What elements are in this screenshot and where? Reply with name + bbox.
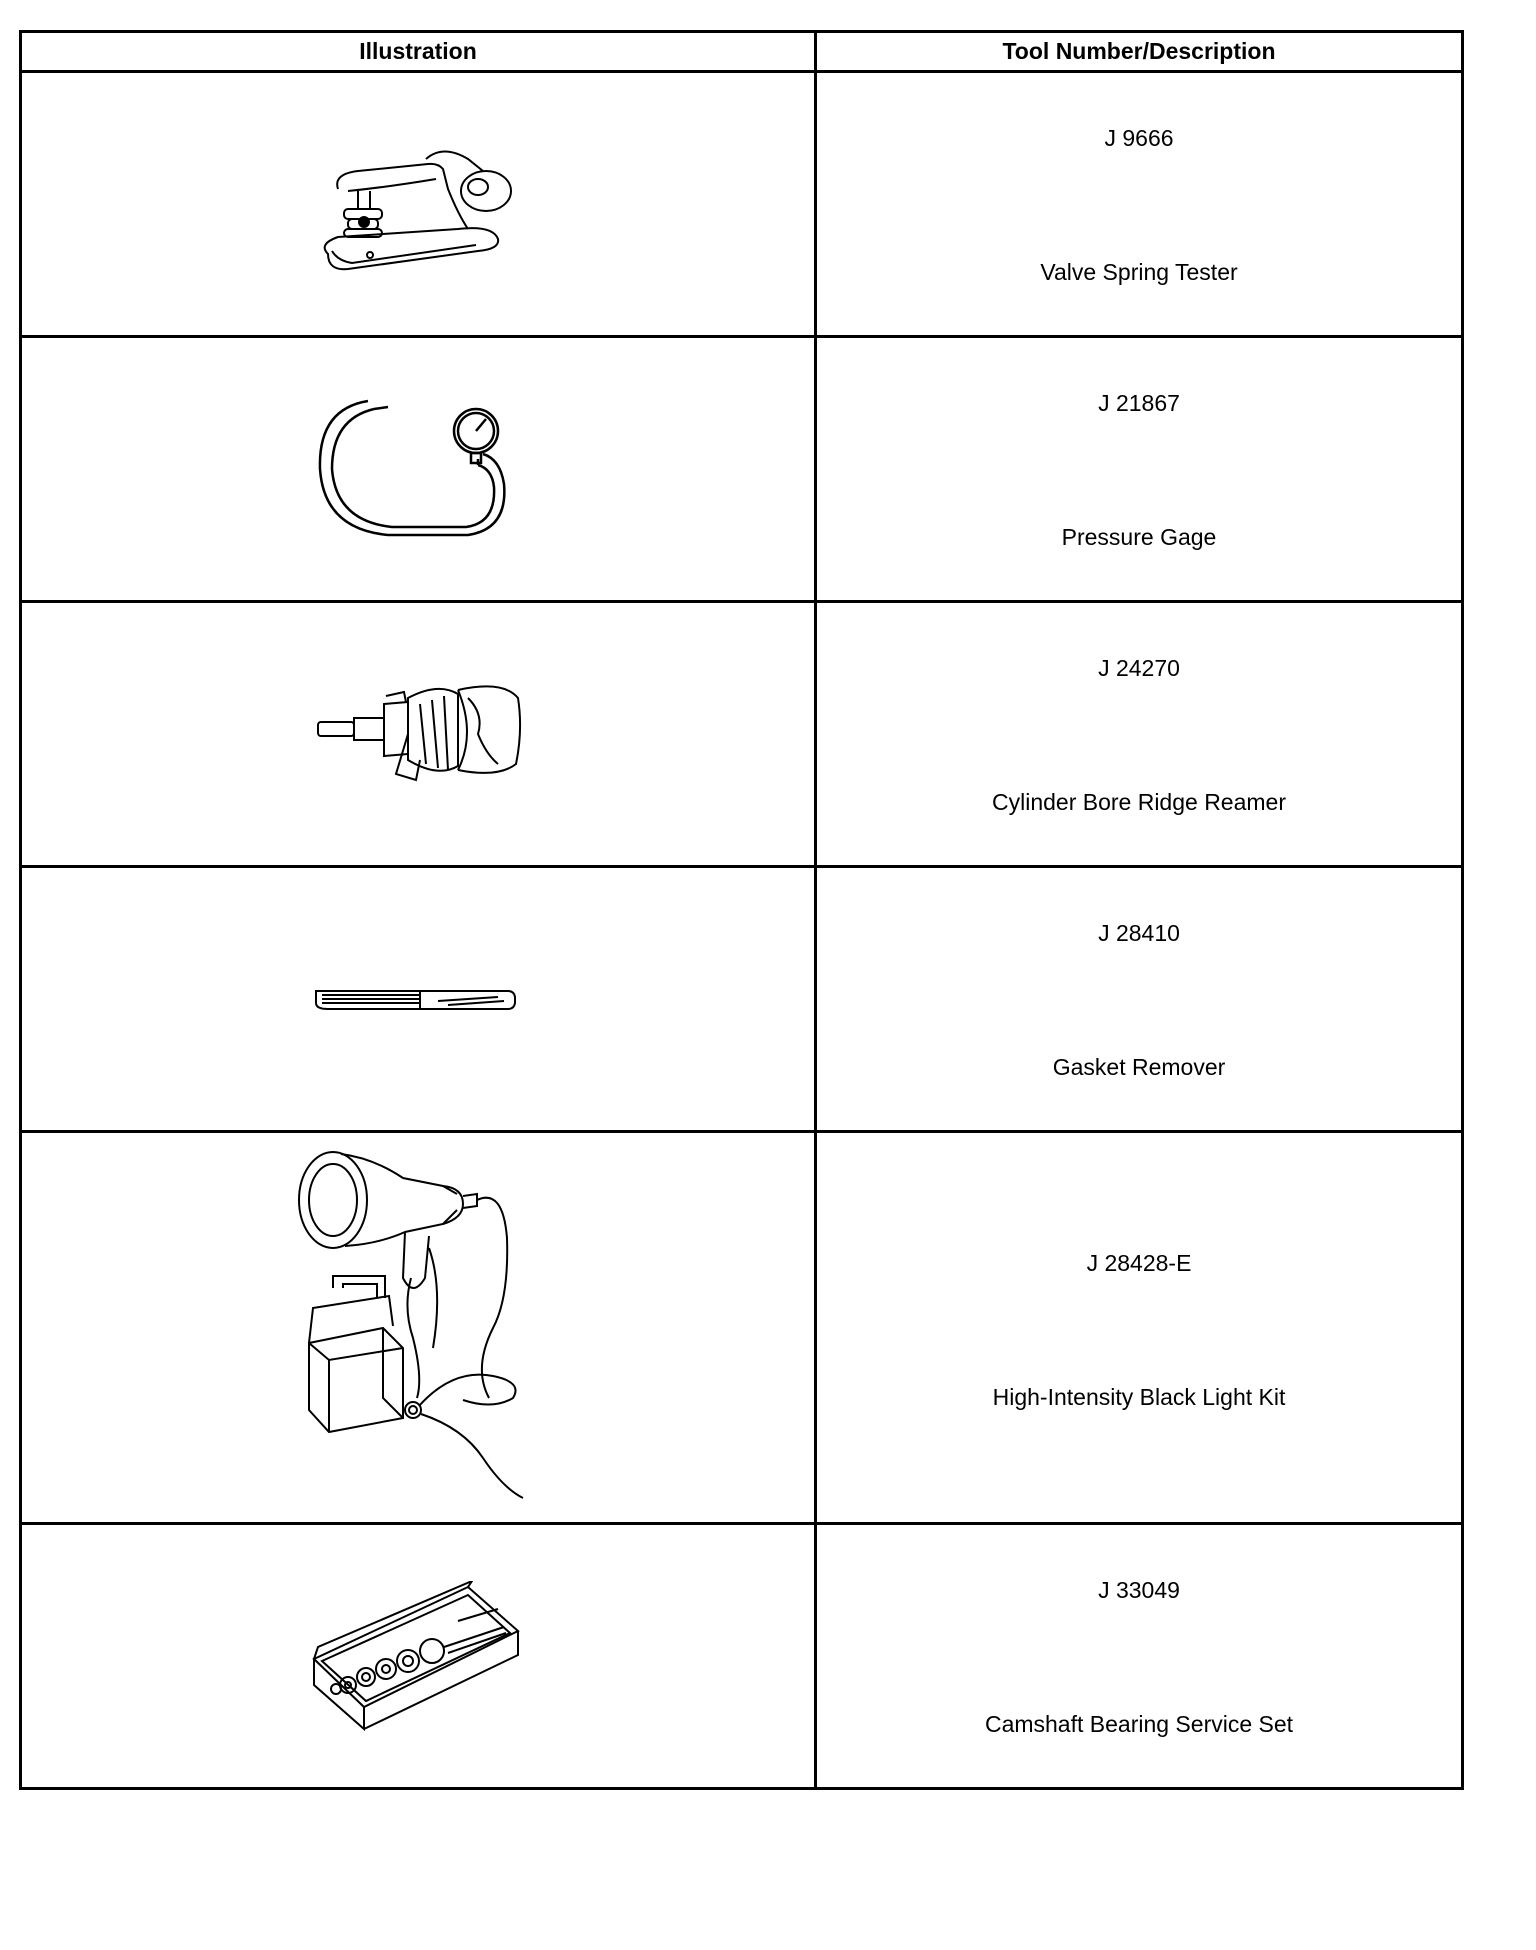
table-row: [21, 72, 1463, 337]
camshaft-bearing-set-icon: [308, 1581, 528, 1731]
ridge-reamer-icon: [308, 674, 528, 794]
tool-description-header: Tool Number/Description: [816, 32, 1463, 72]
tool-number: J 24270: [1098, 655, 1180, 681]
black-light-kit-icon: [293, 1148, 543, 1508]
tool-description: High-Intensity Black Light Kit: [992, 1384, 1286, 1410]
illustration-header: Illustration: [21, 32, 816, 72]
valve-spring-tester-icon: [308, 129, 528, 279]
illustration-cell: [21, 337, 816, 602]
table-row: [21, 1132, 1463, 1524]
pressure-gage-icon: [308, 389, 528, 549]
table-row: [21, 867, 1463, 1132]
special-tools-table: [19, 30, 1464, 1790]
tool-number: J 9666: [1104, 125, 1174, 151]
tool-number: J 21867: [1098, 390, 1180, 416]
tool-description: Pressure Gage: [1061, 524, 1217, 550]
tool-number: J 33049: [1098, 1577, 1180, 1603]
description-cell: [816, 1524, 1463, 1789]
tool-number: J 28428-E: [1086, 1250, 1192, 1276]
table-row: [21, 602, 1463, 867]
illustration-cell: [21, 867, 816, 1132]
illustration-cell: [21, 602, 816, 867]
description-cell: [816, 337, 1463, 602]
tool-description: Camshaft Bearing Service Set: [984, 1711, 1294, 1737]
illustration-cell: [21, 1132, 816, 1524]
illustration-cell: [21, 1524, 816, 1789]
table-row: [21, 1524, 1463, 1789]
tool-description: Cylinder Bore Ridge Reamer: [991, 789, 1286, 815]
tool-description: Gasket Remover: [1052, 1054, 1226, 1080]
tool-number: J 28410: [1098, 920, 1180, 946]
description-cell: [816, 1132, 1463, 1524]
gasket-remover-icon: [308, 979, 528, 1019]
description-cell: [816, 867, 1463, 1132]
table-header-row: [21, 32, 1463, 72]
description-cell: [816, 72, 1463, 337]
table-row: [21, 337, 1463, 602]
tool-description: Valve Spring Tester: [1040, 259, 1238, 285]
description-cell: [816, 602, 1463, 867]
illustration-cell: [21, 72, 816, 337]
